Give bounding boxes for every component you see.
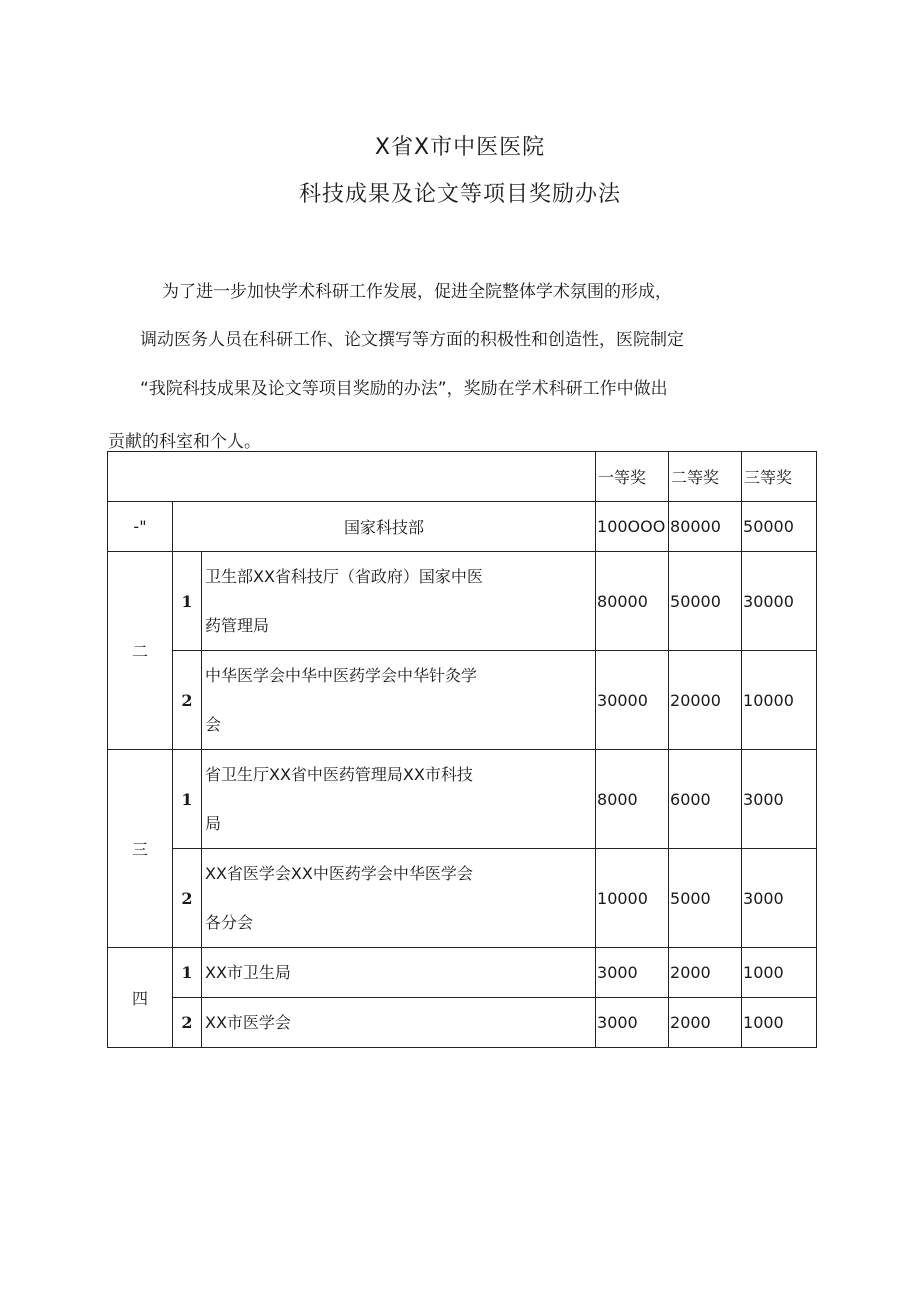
second-prize-amount: 2000 (669, 948, 742, 998)
third-prize-amount: 50000 (742, 502, 817, 552)
third-prize-amount: 1000 (742, 998, 817, 1048)
org-cell: XX市卫生局 (202, 948, 596, 998)
org-cell (202, 849, 596, 948)
grade-cell-4: 四 (108, 948, 173, 1048)
first-prize-amount: 100OOO (596, 502, 669, 552)
row-number: 1 (173, 948, 202, 998)
second-prize-amount: 5000 (669, 849, 742, 948)
first-prize-amount: 10000 (596, 849, 669, 948)
first-prize-amount: 3000 (596, 948, 669, 998)
first-prize-amount: 8000 (596, 750, 669, 849)
row-number: 2 (173, 651, 202, 750)
org-line: 药管理局 (205, 616, 270, 635)
table-row (108, 552, 817, 651)
grade-cell-3: 三 (108, 750, 173, 948)
org-line: XX省医学会XX中医药学会中华医学会 (205, 864, 473, 883)
header-row (108, 452, 817, 502)
third-prize-amount: 3000 (742, 750, 817, 849)
third-prize-amount: 1000 (742, 948, 817, 998)
org-cell: 国家科技部 (173, 502, 596, 552)
header-blank-cell (108, 452, 596, 502)
org-cell (202, 552, 596, 651)
org-cell (202, 750, 596, 849)
org-line: 中华医学会中华中医药学会中华针灸学 (205, 666, 478, 685)
second-prize-amount: 80000 (669, 502, 742, 552)
org-line: 会 (205, 715, 222, 734)
row-number: 1 (173, 750, 202, 849)
document-title: X省X市中医医院 (374, 135, 546, 160)
header-second-prize: 二等奖 (669, 452, 742, 502)
org-line: 卫生部XX省科技厅（省政府）国家中医 (205, 567, 483, 586)
header-first-prize: 一等奖 (596, 452, 669, 502)
document-subtitle: 科技成果及论文等项目奖励办法 (298, 182, 621, 207)
first-prize-amount: 3000 (596, 998, 669, 1048)
table-row (108, 651, 817, 750)
table-row (108, 502, 817, 552)
row-number: 1 (173, 552, 202, 651)
header-third-prize: 三等奖 (742, 452, 817, 502)
third-prize-amount: 10000 (742, 651, 817, 750)
first-prize-amount: 80000 (596, 552, 669, 651)
table-row (108, 998, 817, 1048)
table-row (108, 849, 817, 948)
second-prize-amount: 2000 (669, 998, 742, 1048)
row-number: 2 (173, 998, 202, 1048)
org-cell: XX市医学会 (202, 998, 596, 1048)
table-row (108, 750, 817, 849)
second-prize-amount: 50000 (669, 552, 742, 651)
org-line: 省卫生厅XX省中医药管理局XX市科技 (205, 765, 473, 784)
org-line: 各分会 (205, 913, 254, 932)
grade-cell-2: 二 (108, 552, 173, 750)
paragraph-line-4: 贡献的科室和个人。 (108, 432, 261, 452)
first-prize-amount: 30000 (596, 651, 669, 750)
paragraph-line-3: “我院科技成果及论文等项目奖励的办法”，奖励在学术科研工作中做出 (140, 379, 668, 399)
paragraph-line-1: 为了进一步加快学术科研工作发展，促进全院整体学术氛围的形成， (162, 282, 672, 302)
grade-cell-1: -" (108, 502, 173, 552)
row-number: 2 (173, 849, 202, 948)
second-prize-amount: 6000 (669, 750, 742, 849)
third-prize-amount: 30000 (742, 552, 817, 651)
paragraph-line-2: 调动医务人员在科研工作、论文撰写等方面的积极性和创造性，医院制定 (140, 330, 684, 350)
org-line: 局 (205, 814, 222, 833)
award-table (107, 451, 817, 1048)
org-cell (202, 651, 596, 750)
table-row (108, 948, 817, 998)
second-prize-amount: 20000 (669, 651, 742, 750)
third-prize-amount: 3000 (742, 849, 817, 948)
